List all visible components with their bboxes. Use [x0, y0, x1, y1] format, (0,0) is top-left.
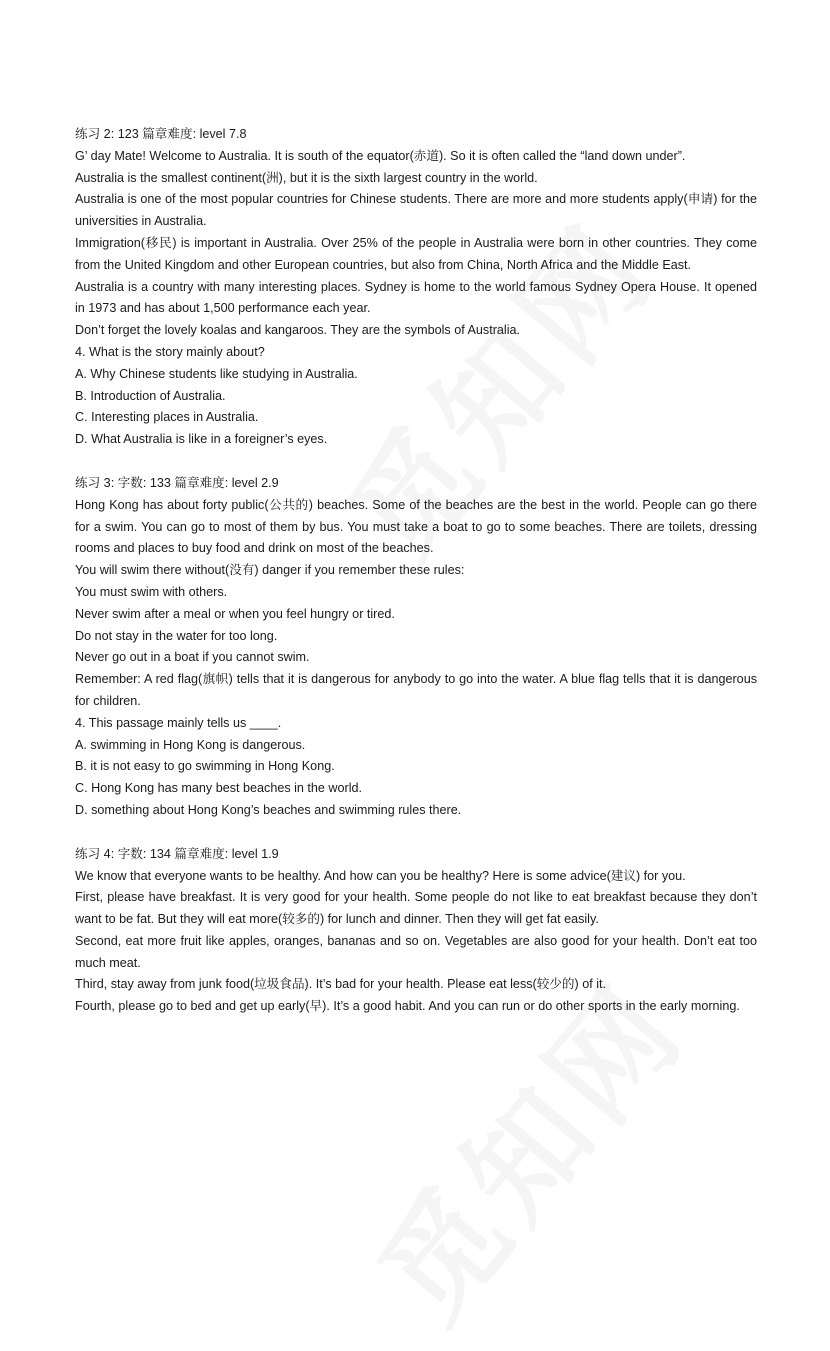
paragraph: Do not stay in the water for too long.: [75, 628, 278, 643]
document-page: [75, 124, 757, 1040]
paragraph: Immigration(移民) is important in Australia. Over 25% of the people in Australia were born in other countries. They come from the United Kingdom and other European countries, but also from China, North Africa and the Middle East.: [75, 235, 757, 272]
section-heading: 练习 3: 字数: 133 篇章难度: level 2.9: [75, 475, 279, 490]
paragraph: Don’t forget the lovely koalas and kangaroos. They are the symbols of Australia.: [75, 323, 520, 338]
paragraph: You must swim with others.: [75, 584, 228, 599]
section-heading: 练习 4: 字数: 134 篇章难度: level 1.9: [75, 846, 279, 861]
paragraph: We know that everyone wants to be healthy. And how can you be healthy? Here is some advice(建议) for you.: [75, 868, 686, 883]
paragraph: You will swim there without(没有) danger if you remember these rules:: [75, 563, 465, 578]
option: B. Introduction of Australia.: [75, 388, 226, 403]
paragraph: Australia is the smallest continent(洲), but it is the sixth largest country in the world.: [75, 170, 538, 185]
paragraph: First, please have breakfast. It is very good for your health. Some people do not like to eat breakfast because they don’t want to be fat. But they will eat more(较多的) for lunch and dinner. Then they will get fat easily.: [75, 890, 757, 927]
option: C. Interesting places in Australia.: [75, 410, 259, 425]
section-heading: 练习 2: 123 篇章难度: level 7.8: [75, 127, 247, 141]
paragraph: Second, eat more fruit like apples, oranges, bananas and so on. Vegetables are also good for your health. Don’t eat too much meat.: [75, 933, 757, 970]
paragraph: Third, stay away from junk food(垃圾食品). It’s bad for your health. Please eat less(较少的) of it.: [75, 977, 606, 992]
option: B. it is not easy to go swimming in Hong Kong.: [75, 759, 335, 774]
paragraph: Fourth, please go to bed and get up early(早). It’s a good habit. And you can run or do other sports in the early morning.: [75, 999, 740, 1014]
option: D. What Australia is like in a foreigner’s eyes.: [75, 432, 328, 447]
paragraph: Never swim after a meal or when you feel hungry or tired.: [75, 606, 395, 621]
section-exercise-2: [75, 124, 757, 451]
paragraph: G’ day Mate! Welcome to Australia. It is south of the equator(赤道). So it is often called the “land down under”.: [75, 148, 686, 163]
paragraph: Australia is a country with many interesting places. Sydney is home to the world famous Sydney Opera House. It opened in 1973 and has about 1,500 performance each year.: [75, 279, 757, 316]
section-exercise-3: [75, 473, 757, 822]
option: A. swimming in Hong Kong is dangerous.: [75, 737, 306, 752]
section-exercise-4: [75, 844, 757, 1018]
paragraph: Remember: A red flag(旗帜) tells that it is dangerous for anybody to go into the water. A blue flag tells that it is dangerous for children.: [75, 672, 757, 708]
option: C. Hong Kong has many best beaches in the world.: [75, 781, 363, 796]
paragraph: Never go out in a boat if you cannot swim.: [75, 650, 310, 665]
question: 4. What is the story mainly about?: [75, 344, 265, 359]
question: 4. This passage mainly tells us ____.: [75, 715, 282, 730]
option: A. Why Chinese students like studying in Australia.: [75, 366, 358, 381]
option: D. something about Hong Kong’s beaches and swimming rules there.: [75, 802, 462, 817]
paragraph: Australia is one of the most popular countries for Chinese students. There are more and more students apply(申请) for the universities in Australia.: [75, 192, 757, 229]
paragraph: Hong Kong has about forty public(公共的) beaches. Some of the beaches are the best in the world. People can go there for a swim. You can go to most of them by bus. You must take a boat to go to some beaches. There are toilets, dressing rooms and places to buy food and drink on most of the beaches.: [75, 497, 757, 556]
